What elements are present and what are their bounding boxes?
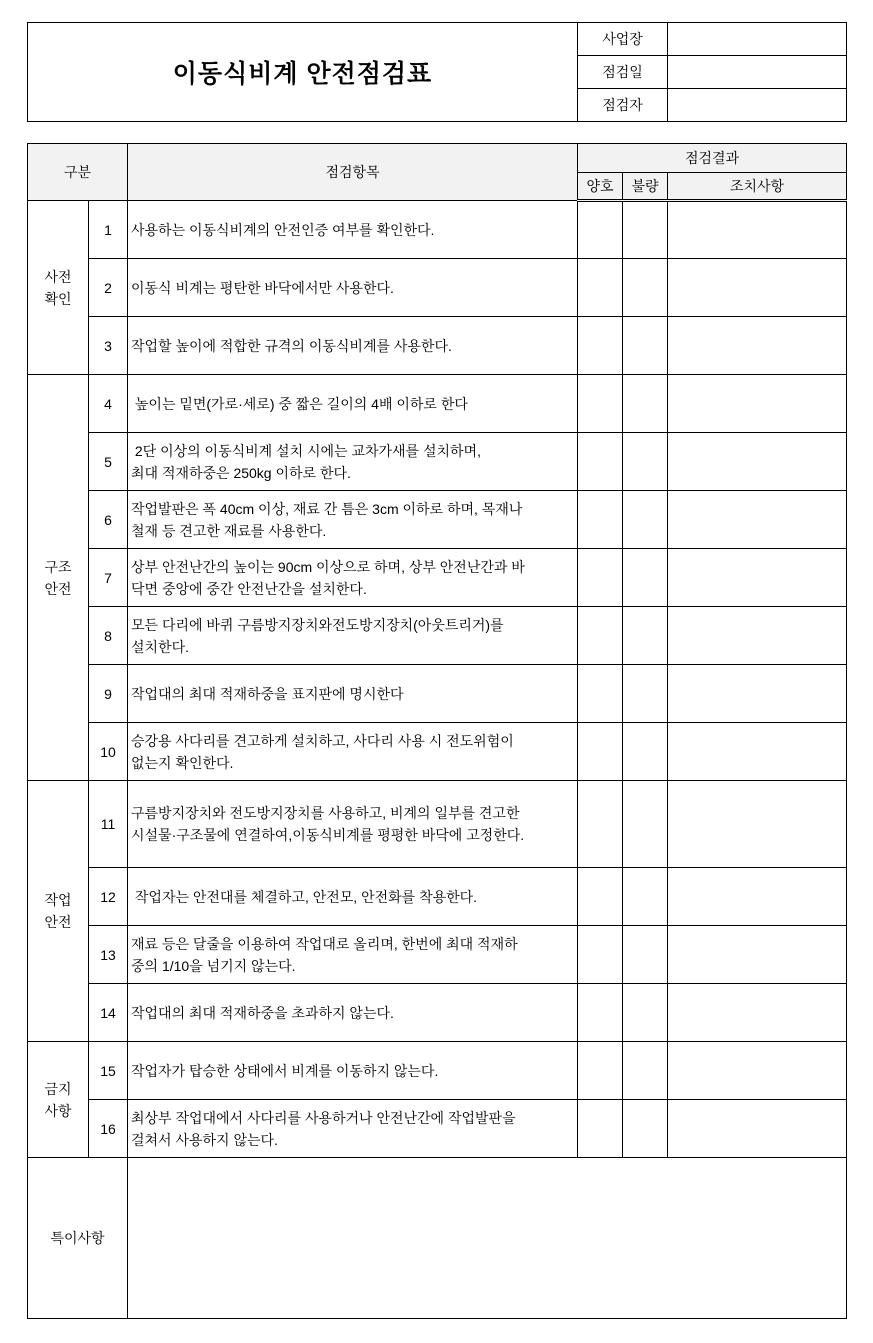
good-checkbox-cell[interactable] (578, 375, 623, 433)
item-text: 구름방지장치와 전도방지장치를 사용하고, 비계의 일부를 견고한 시설물·구조물에 연결하여,이동식비계를 평평한 바닥에 고정한다. (128, 781, 578, 868)
table-row (28, 433, 847, 491)
bad-checkbox-cell[interactable] (623, 317, 668, 375)
action-field[interactable] (668, 491, 847, 549)
bad-checkbox-cell[interactable] (623, 926, 668, 984)
remarks-row (28, 1158, 847, 1319)
item-text: 모든 다리에 바퀴 구름방지장치와전도방지장치(아웃트리거)를 설치한다. (128, 607, 578, 665)
table-row (28, 1100, 847, 1158)
action-field[interactable] (668, 317, 847, 375)
item-text: 사용하는 이동식비계의 안전인증 여부를 확인한다. (128, 201, 578, 259)
category-cell: 구조 안전 (28, 375, 89, 781)
bad-checkbox-cell[interactable] (623, 1100, 668, 1158)
table-row (28, 259, 847, 317)
bad-checkbox-cell[interactable] (623, 491, 668, 549)
table-row (28, 723, 847, 781)
item-text: 작업발판은 폭 40cm 이상, 재료 간 틈은 3cm 이하로 하며, 목재나 철재 등 견고한 재료를 사용한다. (128, 491, 578, 549)
item-text: 작업자는 안전대를 체결하고, 안전모, 안전화를 착용한다. (128, 868, 578, 926)
item-number: 13 (89, 926, 128, 984)
bad-checkbox-cell[interactable] (623, 433, 668, 491)
table-row (28, 201, 847, 259)
item-text: 상부 안전난간의 높이는 90cm 이상으로 하며, 상부 안전난간과 바 닥면 중앙에 중간 안전난간을 설치한다. (128, 549, 578, 607)
action-field[interactable] (668, 868, 847, 926)
site-field[interactable] (668, 23, 847, 56)
good-checkbox-cell[interactable] (578, 259, 623, 317)
good-checkbox-cell[interactable] (578, 723, 623, 781)
bad-checkbox-cell[interactable] (623, 984, 668, 1042)
item-text: 높이는 밑면(가로·세로) 중 짧은 길이의 4배 이하로 한다 (128, 375, 578, 433)
item-number: 12 (89, 868, 128, 926)
item-number: 4 (89, 375, 128, 433)
action-field[interactable] (668, 723, 847, 781)
good-checkbox-cell[interactable] (578, 868, 623, 926)
item-text: 재료 등은 달줄을 이용하여 작업대로 올리며, 한번에 최대 적재하 중의 1/10을 넘기지 않는다. (128, 926, 578, 984)
category-cell: 금지 사항 (28, 1042, 89, 1158)
site-label: 사업장 (578, 23, 668, 56)
good-header: 양호 (578, 173, 623, 201)
bad-checkbox-cell[interactable] (623, 607, 668, 665)
table-row (28, 607, 847, 665)
header-table (27, 22, 847, 122)
item-text: 작업대의 최대 적재하중을 초과하지 않는다. (128, 984, 578, 1042)
action-field[interactable] (668, 1042, 847, 1100)
action-field[interactable] (668, 926, 847, 984)
item-number: 1 (89, 201, 128, 259)
page-title: 이동식비계 안전점검표 (28, 23, 578, 122)
good-checkbox-cell[interactable] (578, 1100, 623, 1158)
inspector-label: 점검자 (578, 89, 668, 122)
category-header: 구분 (28, 144, 128, 201)
good-checkbox-cell[interactable] (578, 984, 623, 1042)
action-field[interactable] (668, 433, 847, 491)
action-field[interactable] (668, 607, 847, 665)
item-number: 10 (89, 723, 128, 781)
action-field[interactable] (668, 1100, 847, 1158)
action-field[interactable] (668, 259, 847, 317)
action-field[interactable] (668, 549, 847, 607)
inspection-date-field[interactable] (668, 56, 847, 89)
bad-checkbox-cell[interactable] (623, 868, 668, 926)
table-row (28, 926, 847, 984)
table-row (28, 317, 847, 375)
good-checkbox-cell[interactable] (578, 491, 623, 549)
bad-checkbox-cell[interactable] (623, 375, 668, 433)
bad-header: 불량 (623, 173, 668, 201)
action-field[interactable] (668, 375, 847, 433)
item-text: 최상부 작업대에서 사다리를 사용하거나 안전난간에 작업발판을 걸쳐서 사용하지 않는다. (128, 1100, 578, 1158)
category-cell: 작업 안전 (28, 781, 89, 1042)
good-checkbox-cell[interactable] (578, 317, 623, 375)
item-text: 이동식 비계는 평탄한 바닥에서만 사용한다. (128, 259, 578, 317)
table-row (28, 781, 847, 868)
inspection-date-label: 점검일 (578, 56, 668, 89)
good-checkbox-cell[interactable] (578, 926, 623, 984)
bad-checkbox-cell[interactable] (623, 259, 668, 317)
item-number: 5 (89, 433, 128, 491)
item-number: 11 (89, 781, 128, 868)
good-checkbox-cell[interactable] (578, 607, 623, 665)
table-row (28, 1042, 847, 1100)
table-row (28, 984, 847, 1042)
bad-checkbox-cell[interactable] (623, 723, 668, 781)
good-checkbox-cell[interactable] (578, 665, 623, 723)
remarks-field[interactable] (128, 1158, 847, 1319)
action-field[interactable] (668, 781, 847, 868)
checklist-table (27, 143, 847, 1319)
good-checkbox-cell[interactable] (578, 549, 623, 607)
good-checkbox-cell[interactable] (578, 781, 623, 868)
good-checkbox-cell[interactable] (578, 201, 623, 259)
item-number: 7 (89, 549, 128, 607)
item-number: 9 (89, 665, 128, 723)
action-field[interactable] (668, 984, 847, 1042)
table-row (28, 549, 847, 607)
action-header: 조치사항 (668, 173, 847, 201)
table-row (28, 491, 847, 549)
action-field[interactable] (668, 665, 847, 723)
item-number: 16 (89, 1100, 128, 1158)
bad-checkbox-cell[interactable] (623, 201, 668, 259)
item-number: 14 (89, 984, 128, 1042)
item-text: 작업할 높이에 적합한 규격의 이동식비계를 사용한다. (128, 317, 578, 375)
remarks-label: 특이사항 (28, 1158, 128, 1319)
item-header: 점검항목 (128, 144, 578, 201)
bad-checkbox-cell[interactable] (623, 665, 668, 723)
bad-checkbox-cell[interactable] (623, 1042, 668, 1100)
item-number: 8 (89, 607, 128, 665)
result-header: 점검결과 (578, 144, 847, 173)
table-row (28, 665, 847, 723)
good-checkbox-cell[interactable] (578, 433, 623, 491)
action-field[interactable] (668, 201, 847, 259)
bad-checkbox-cell[interactable] (623, 549, 668, 607)
table-row (28, 375, 847, 433)
item-text: 2단 이상의 이동식비계 설치 시에는 교차가새를 설치하며, 최대 적재하중은 250kg 이하로 한다. (128, 433, 578, 491)
item-number: 15 (89, 1042, 128, 1100)
item-number: 2 (89, 259, 128, 317)
item-text: 승강용 사다리를 견고하게 설치하고, 사다리 사용 시 전도위험이 없는지 확인한다. (128, 723, 578, 781)
item-text: 작업자가 탑승한 상태에서 비계를 이동하지 않는다. (128, 1042, 578, 1100)
item-number: 3 (89, 317, 128, 375)
inspector-field[interactable] (668, 89, 847, 122)
item-text: 작업대의 최대 적재하중을 표지판에 명시한다 (128, 665, 578, 723)
bad-checkbox-cell[interactable] (623, 781, 668, 868)
category-cell: 사전 확인 (28, 201, 89, 375)
good-checkbox-cell[interactable] (578, 1042, 623, 1100)
item-number: 6 (89, 491, 128, 549)
table-row (28, 868, 847, 926)
